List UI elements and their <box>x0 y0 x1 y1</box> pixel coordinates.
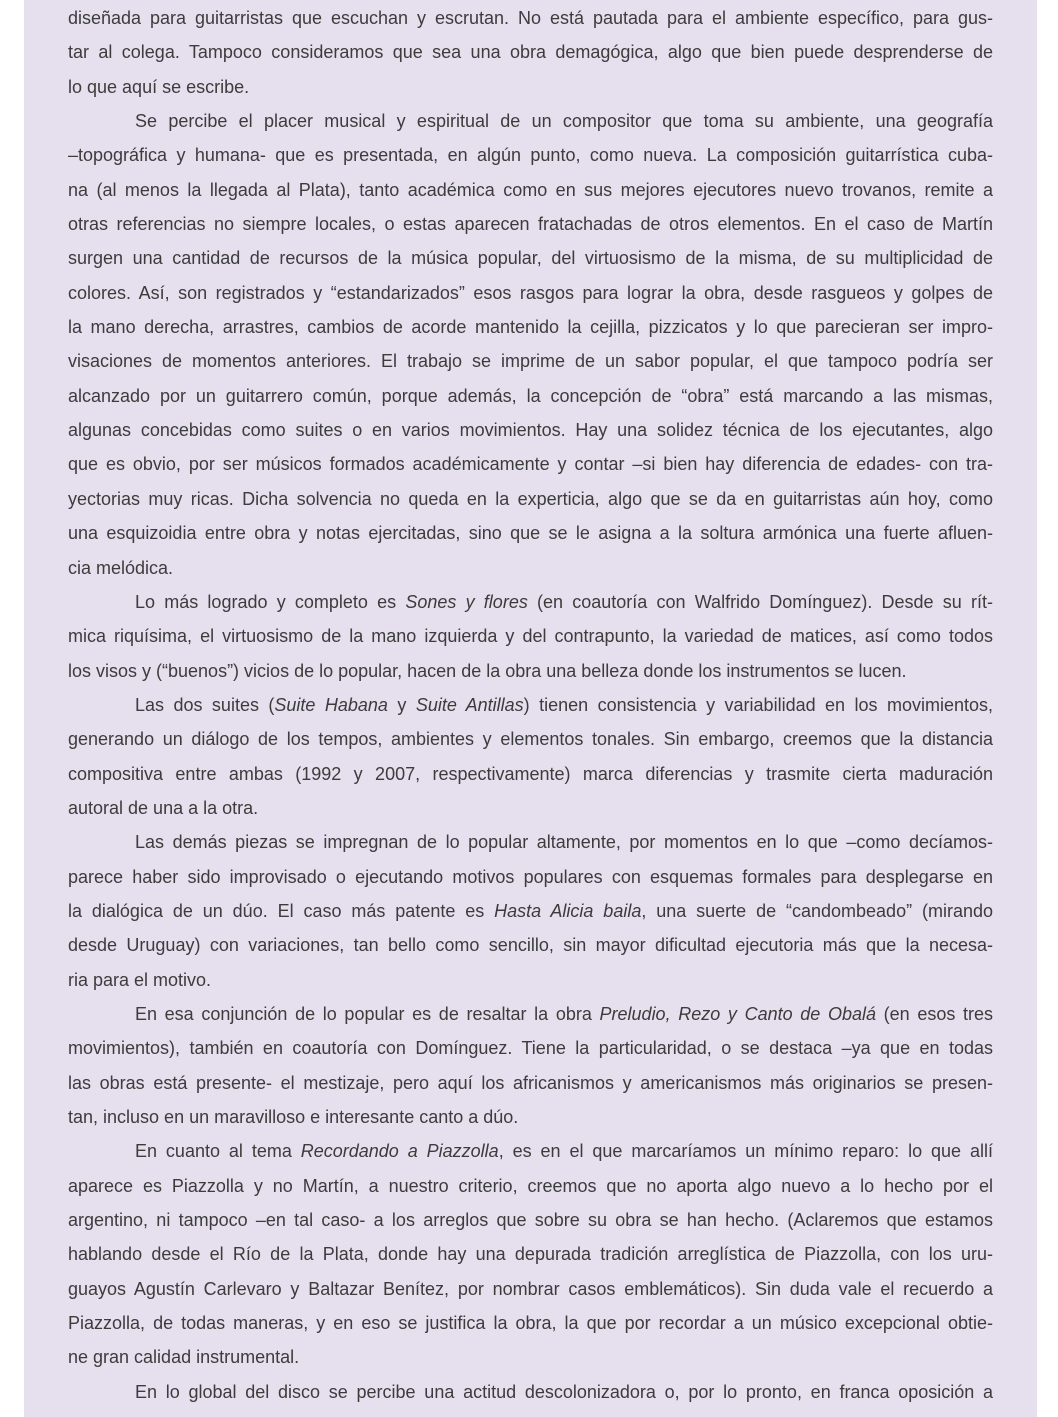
text-segment: parece haber sido improvisado o ejecutando motivos populares con esquemas formales para desplegarse en <box>68 866 993 887</box>
text-segment: Las dos suites ( <box>135 694 275 715</box>
text-segment: la mano derecha, arrastres, cambios de acorde mantenido la cejilla, pizzicatos y lo que parecieran ser impro- <box>68 317 993 338</box>
text-segment: En esa conjunción de lo popular es de resaltar la obra <box>135 1003 600 1024</box>
text-line <box>68 70 993 104</box>
text-segment: la dialógica de un dúo. El caso más patente es <box>68 900 495 921</box>
text-segment: los visos y (“buenos”) vicios de lo popular, hacen de la obra una belleza donde los instrumentos se lucen. <box>68 660 907 681</box>
work-title: Suite Habana <box>274 694 388 715</box>
text-line <box>68 791 993 825</box>
text-segment: otras referencias no siempre locales, o estas aparecen fratachadas de otros elementos. En el caso de Martín <box>68 214 993 235</box>
text-line <box>68 1203 993 1237</box>
text-segment: autoral de una a la otra. <box>68 797 259 818</box>
text-segment: Se percibe el placer musical y espiritual de un compositor que toma su ambiente, una geografía <box>135 111 993 132</box>
text-segment: ne gran calidad instrumental. <box>68 1347 300 1368</box>
text-line <box>68 757 993 791</box>
text-segment: las obras está presente- el mestizaje, pero aquí los africanismos y americanismos más originarios se presen- <box>68 1072 993 1093</box>
text-line <box>68 138 993 172</box>
text-segment: mica riquísima, el virtuosismo de la mano izquierda y del contrapunto, la variedad de matices, así como todos <box>68 626 993 647</box>
text-line <box>68 1272 993 1306</box>
text-line <box>68 35 993 69</box>
text-line <box>68 585 993 619</box>
text-segment: diseñada para guitarristas que escuchan y escrutan. No está pautada para el ambiente específico, para gus- <box>68 8 993 28</box>
text-line <box>68 1169 993 1203</box>
text-line <box>68 207 993 241</box>
text-segment: visaciones de momentos anteriores. El trabajo se imprime de un sabor popular, el que tampoco podría ser <box>68 351 993 372</box>
text-segment: , una suerte de “candombeado” (mirando <box>641 900 993 921</box>
text-line <box>68 1237 993 1271</box>
text-line <box>68 344 993 378</box>
text-segment: lo que aquí se escribe. <box>68 76 250 97</box>
text-line <box>68 1066 993 1100</box>
text-segment: cia melódica. <box>68 557 174 578</box>
text-line <box>68 825 993 859</box>
text-line <box>68 1031 993 1065</box>
text-line <box>68 379 993 413</box>
text-line <box>68 619 993 653</box>
text-segment: compositiva entre ambas (1992 y 2007, respectivamente) marca diferencias y trasmite cierta maduración <box>68 763 993 784</box>
text-segment: argentino, ni tampoco –en tal caso- a los arreglos que sobre su obra se han hecho. (Aclaremos que estamos <box>68 1210 993 1231</box>
text-segment: aparece es Piazzolla y no Martín, a nuestro criterio, creemos que no aporta algo nuevo a lo hecho por el <box>68 1175 993 1196</box>
text-line <box>68 1375 993 1409</box>
text-segment: algunas concebidas como suites o en varios movimientos. Hay una solidez técnica de los ejecutantes, algo <box>68 420 993 441</box>
text-segment: ria para el motivo. <box>68 969 212 990</box>
text-line <box>68 963 993 997</box>
text-line <box>68 928 993 962</box>
text-segment: En cuanto al tema <box>135 1141 301 1162</box>
text-line <box>68 276 993 310</box>
text-segment: generando un diálogo de los tempos, ambientes y elementos tonales. Sin embargo, creemos que la distancia <box>68 729 993 750</box>
text-line <box>68 104 993 138</box>
text-segment: –topográfica y humana- que es presentada, en algún punto, como nueva. La composición guitarrística cuba- <box>68 145 993 166</box>
text-segment: tan, incluso en un maravilloso e interesante canto a dúo. <box>68 1107 519 1127</box>
text-segment: desde Uruguay) con variaciones, tan bello como sencillo, sin mayor dificultad ejecutoria más que la necesa- <box>68 935 993 956</box>
text-line <box>68 1306 993 1340</box>
text-segment: surgen una cantidad de recursos de la música popular, del virtuosismo de la misma, de su multiplicidad de <box>68 248 993 269</box>
text-line <box>68 516 993 550</box>
text-segment: Las demás piezas se impregnan de lo popular altamente, por momentos en lo que –como decíamos- <box>135 832 993 853</box>
text-line <box>68 1340 993 1374</box>
text-line <box>68 1 993 35</box>
text-segment: (en coautoría con Walfrido Domínguez). Desde su rít- <box>527 591 993 612</box>
work-title: Sones y flores <box>405 591 528 612</box>
work-title: Recordando a Piazzolla <box>300 1141 499 1162</box>
text-segment: alcanzado por un guitarrero común, porque además, la concepción de “obra” está marcando a las mismas, <box>68 385 993 406</box>
text-line <box>68 688 993 722</box>
text-line <box>68 860 993 894</box>
text-segment: Lo más logrado y completo es <box>135 591 406 612</box>
text-segment: y <box>387 694 416 715</box>
text-segment: ) tienen consistencia y variabilidad en los movimientos, <box>523 694 993 715</box>
work-title: Suite Antillas <box>415 694 524 715</box>
text-line <box>68 173 993 207</box>
text-line <box>68 1134 993 1168</box>
text-segment: movimientos), también en coautoría con Domínguez. Tiene la particularidad, o se destaca –ya que en todas <box>68 1038 993 1059</box>
work-title: Preludio, Rezo y Canto de Obalá <box>599 1003 876 1024</box>
text-segment: , es en el que marcaríamos un mínimo reparo: lo que allí <box>498 1141 993 1162</box>
text-line <box>68 997 993 1031</box>
article-body <box>68 1 993 1409</box>
text-segment: Piazzolla, de todas maneras, y en eso se justifica la obra, la que por recordar a un músico excepcional obtie- <box>68 1313 993 1334</box>
text-line <box>68 241 993 275</box>
text-segment: colores. Así, son registrados y “estandarizados” esos rasgos para lograr la obra, desde rasgueos y golpes de <box>68 282 993 303</box>
text-segment: una esquizoidia entre obra y notas ejercitadas, sino que se le asigna a la soltura armónica una fuerte afluen- <box>68 523 993 544</box>
work-title: Hasta Alicia baila <box>494 900 642 921</box>
text-segment: En lo global del disco se percibe una actitud descolonizadora o, por lo pronto, en franca oposición a <box>135 1381 993 1402</box>
text-line <box>68 413 993 447</box>
document-page <box>24 0 1037 1417</box>
text-line <box>68 722 993 756</box>
text-segment: tar al colega. Tampoco consideramos que sea una obra demagógica, algo que bien puede desprenderse de <box>68 42 993 63</box>
text-line <box>68 482 993 516</box>
text-line <box>68 1100 993 1134</box>
text-segment: hablando desde el Río de la Plata, donde hay una depurada tradición arreglística de Piazzolla, con los uru- <box>68 1244 993 1265</box>
text-segment: que es obvio, por ser músicos formados académicamente y contar –si bien hay diferencia de edades- con tra- <box>68 454 993 475</box>
text-segment: (en esos tres <box>875 1003 994 1024</box>
text-line <box>68 654 993 688</box>
text-line <box>68 551 993 585</box>
text-line <box>68 894 993 928</box>
text-segment: na (al menos la llegada al Plata), tanto académica como en sus mejores ejecutores nuevo trovanos, remite a <box>68 179 993 200</box>
text-line <box>68 447 993 481</box>
text-segment: guayos Agustín Carlevaro y Baltazar Benítez, por nombrar casos emblemáticos). Sin duda vale el recuerdo a <box>68 1278 993 1299</box>
text-segment: yectorias muy ricas. Dicha solvencia no queda en la experticia, algo que se da en guitarristas aún hoy, como <box>68 488 993 509</box>
text-line <box>68 310 993 344</box>
